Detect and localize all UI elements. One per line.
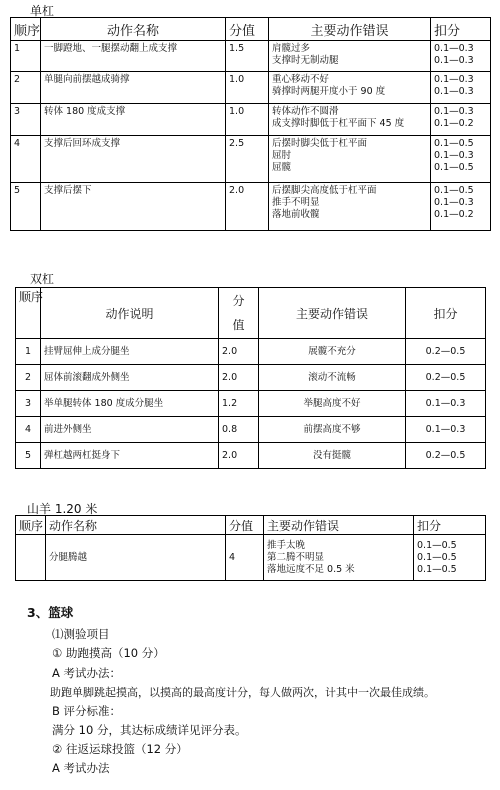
- header-deduct: 扣分: [414, 516, 486, 535]
- section-title-parallel-bars: 双杠: [30, 272, 55, 286]
- header-seq: 顺序: [16, 288, 41, 339]
- table-row: 3 举单腿转体 180 度成分腿坐 1.2 举腿高度不好 0.1—0.3: [16, 391, 486, 417]
- header-score: 分值: [226, 516, 264, 535]
- table-row: 1 挂臂屈伸上成分腿坐 2.0 展髋不充分 0.2—0.5: [16, 339, 486, 365]
- section-heading-basketball: 3、篮球: [27, 605, 74, 620]
- paragraph-line: ⑴测验项目: [52, 627, 110, 641]
- paragraph-line: A 考试办法：: [52, 666, 122, 680]
- header-seq: 顺序: [16, 516, 46, 535]
- header-errors: 主要动作错误: [264, 516, 414, 535]
- table-header-row: [11, 18, 491, 41]
- header-score: 分值: [226, 18, 269, 41]
- header-name: 动作名称: [46, 516, 226, 535]
- paragraph-line: 助跑单脚跳起摸高，以摸高的最高度计分，每人做两次，计其中一次最佳成绩。: [50, 686, 435, 699]
- table-row: 分腿腾越 4 推手太晚 第二腾不明显 落地远度不足 0.5 米 0.1—0.5 0.1—0.5 0.1—0.5: [16, 535, 486, 581]
- paragraph-line: B 评分标准：: [52, 704, 122, 718]
- header-errors: 主要动作错误: [259, 288, 406, 339]
- header-name: 动作名称: [41, 18, 226, 41]
- horizontal-bar-table: [10, 17, 491, 231]
- table-row: 4 前进外侧坐 0.8 前摆高度不够 0.1—0.3: [16, 417, 486, 443]
- paragraph-line: ② 往返运球投篮（12 分）: [52, 742, 188, 756]
- table-header-row: [16, 516, 486, 535]
- table-row: 2 屈体前滚翻成外侧坐 2.0 滚动不流畅 0.2—0.5: [16, 365, 486, 391]
- table-row: 5 支撑后摆下 2.0 后摆脚尖高度低于杠平面 推手不明显 落地前收髋 0.1—0.5 0.1—0.3 0.1—0.2: [11, 183, 491, 231]
- parallel-bars-table: [15, 287, 486, 469]
- section-title-vault: 山羊 1.20 米: [27, 502, 98, 516]
- vault-table: [15, 515, 486, 581]
- header-name: 动作说明: [41, 288, 219, 339]
- table-row: 2 单腿向前摆越成骑撑 1.0 重心移动不好 骑撑时两腿开度小于 90 度 0.1—0.3 0.1—0.3: [11, 72, 491, 104]
- section-title-horizontal-bar: 单杠: [30, 4, 55, 18]
- paragraph-line: 满分 10 分，其达标成绩详见评分表。: [52, 723, 247, 737]
- paragraph-line: A 考试办法: [52, 761, 110, 775]
- header-seq: 顺序: [11, 18, 41, 41]
- table-row: 5 弹杠越两杠挺身下 2.0 没有挺髋 0.2—0.5: [16, 443, 486, 469]
- table-row: 3 转体 180 度成支撑 1.0 转体动作不圆滑 成支撑时脚低于杠平面下 45 度 0.1—0.3 0.1—0.2: [11, 104, 491, 136]
- header-errors: 主要动作错误: [269, 18, 431, 41]
- header-score: 分 值: [219, 288, 259, 339]
- table-row: 1 一脚蹬地、一腿摆动翻上成支撑 1.5 肩髋过多 支撑时无制动腿 0.1—0.3 0.1—0.3: [11, 41, 491, 72]
- table-row: 4 支撑后回环成支撑 2.5 后摆时脚尖低于杠平面 屈肘 屈髋 0.1—0.5 0.1—0.3 0.1—0.5: [11, 136, 491, 183]
- paragraph-line: ① 助跑摸高（10 分）: [52, 646, 165, 660]
- header-deduct: 扣分: [406, 288, 486, 339]
- header-deduct: 扣分: [431, 18, 491, 41]
- table-header-row: [16, 288, 486, 339]
